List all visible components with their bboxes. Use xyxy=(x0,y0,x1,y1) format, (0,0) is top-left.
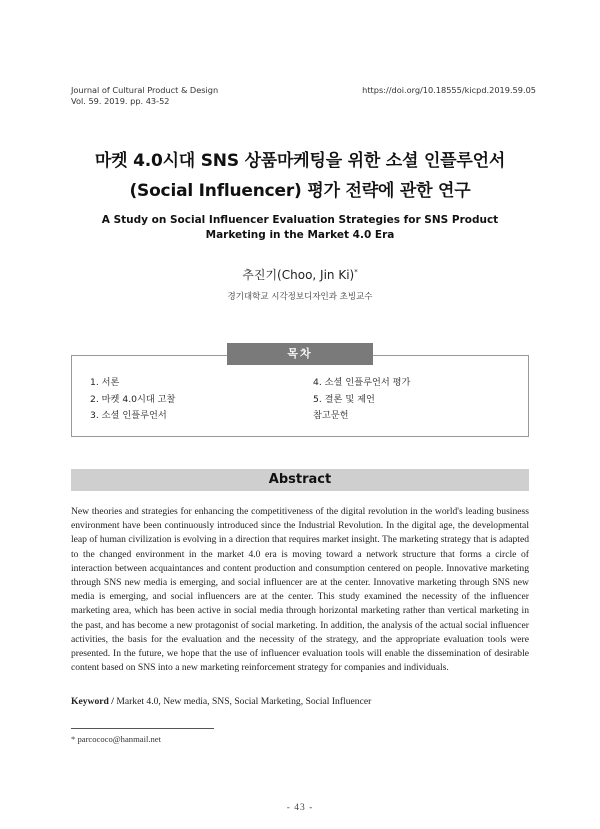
journal-header xyxy=(71,85,218,107)
journal-name: Journal of Cultural Product & Design xyxy=(71,85,219,95)
footnote xyxy=(71,734,161,744)
toc-item: 2. 마켓 4.0시대 고찰 xyxy=(90,393,176,405)
toc-left-column xyxy=(90,375,175,425)
toc-heading: 목차 xyxy=(227,343,373,365)
author-line xyxy=(0,266,600,283)
toc-item: 참고문헌 xyxy=(313,410,349,421)
keyword-label: Keyword / xyxy=(71,696,114,707)
journal-volume: Vol. 59. 2019. pp. 43-52 xyxy=(71,96,170,106)
page-number: - 43 - xyxy=(286,803,314,813)
abstract-body: New theories and strategies for enhancing the competitiveness of the digital revolution in the world's leading business environment have been continuously introduced since the Industrial Revolution. In the digital age, the developmental leap of human civilization is evolving in a direction that requires market insight. The marketing strategy that is adapted to the changed environment in the market 4.0 era is moving toward a network structure that forms a circle of interaction between acquaintances and content production and consumption centered on people. Innovative marketing through SNS new media is emerging, and social influencer are at the center. Innovative marketing through SNS new media is emerging, and social influencers are at the center. This study examined the necessity of the influencer marketing area, which has been active in social media through horizontal marketing rather than vertical marketing in the past, and has become a new protagonist of social marketing. In addition, the analysis of the actual social influencer activities, the basis for the evaluation and the necessity of the strategy, and the appropriate evaluation tools were presented. In the future, we hope that the use of influencer evaluation tools will enable the dissemination of desirable content based on SNS into a new marketing reinforcement strategy for companies and individuals. xyxy=(71,506,529,674)
toc-item: 5. 결론 및 제언 xyxy=(313,393,375,405)
footnote-divider xyxy=(71,728,214,729)
korean-title-line2: (Social Influencer) 평가 전략에 관한 연구 xyxy=(129,181,471,201)
toc-item: 3. 소셜 인플루언서 xyxy=(90,410,167,421)
korean-title-line1: 마켓 4.0시대 SNS 상품마케팅을 위한 소셜 인플루언서 xyxy=(94,151,506,171)
keyword-line xyxy=(71,696,371,707)
toc-right-column xyxy=(313,375,410,425)
author-affiliation: 경기대학교 시각정보디자인과 초빙교수 xyxy=(227,292,373,302)
toc-item: 4. 소셜 인플루언서 평가 xyxy=(313,377,411,388)
english-title: A Study on Social Influencer Evaluation Strategies for SNS Product Marketing in the Market 4.0 Era xyxy=(101,214,499,241)
footnote-email: parcococo@hanmail.net xyxy=(77,734,162,744)
doi-link[interactable]: https://doi.org/10.18555/kicpd.2019.59.05 xyxy=(362,85,536,95)
keyword-values: Market 4.0, New media, SNS, Social Marketing, Social Influencer xyxy=(116,696,372,707)
toc-item: 1. 서론 xyxy=(90,377,120,388)
abstract-heading: Abstract xyxy=(71,469,529,491)
footnote-mark: * xyxy=(71,734,76,744)
author-name: 추진기(Choo, Jin Ki) xyxy=(242,268,355,282)
author-mark: * xyxy=(354,268,358,276)
